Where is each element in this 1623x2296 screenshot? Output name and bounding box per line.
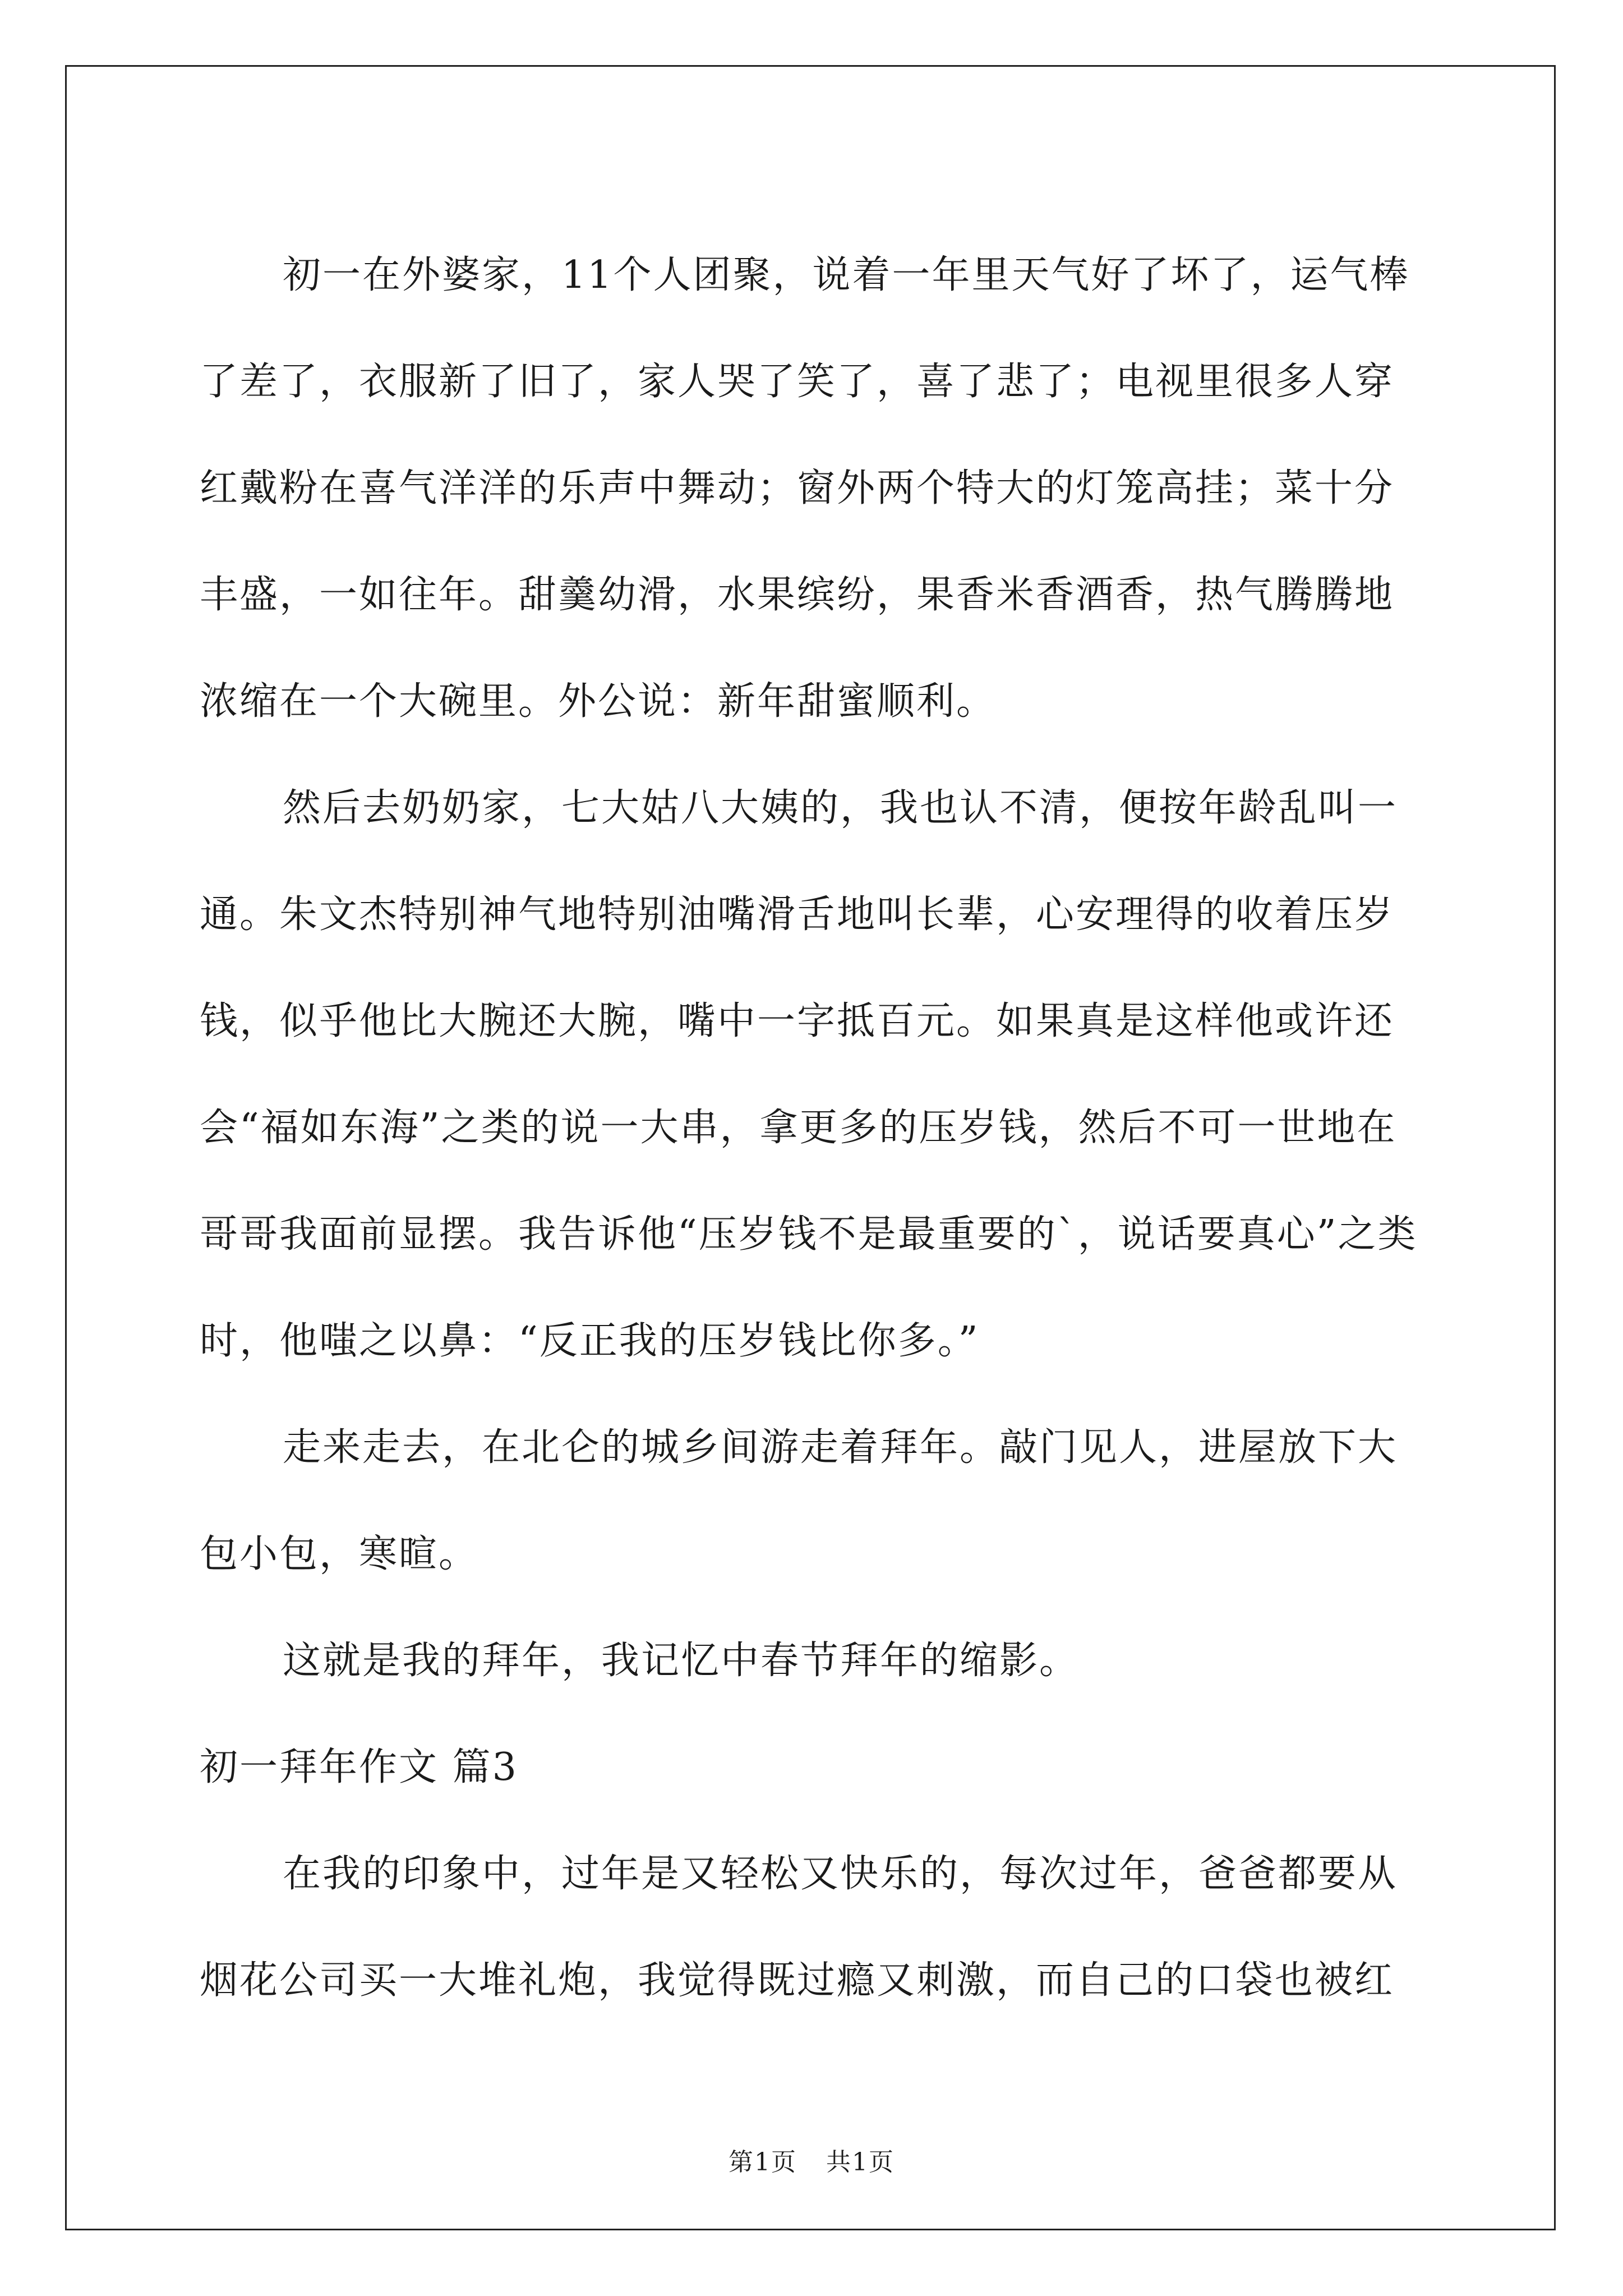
paragraph-2: 然后去奶奶家，七大姑八大姨的，我也认不清，便按年龄乱叫一通。朱文杰特别神气地特别油嘴滑舌地叫长辈，心安理得的收着压岁钱，似乎他比大腕还大腕，嘴中一字抵百元。如果真是这样他或许还会“福如东海”之类的说一大串，拿更多的压岁钱，然后不可一世地在哥哥我面前显摆。我告诉他“压岁钱不是最重要的`，说话要真心”之类时，他嗤之以鼻：“反正我的压岁钱比你多。” xyxy=(200,786,1418,1363)
section-heading: 初一拜年作文 篇3 xyxy=(200,1745,518,1789)
page-footer xyxy=(0,2142,1623,2178)
paragraph-5: 在我的印象中，过年是又轻松又快乐的，每次过年，爸爸都要从烟花公司买一大堆礼炮，我觉得既过瘾又刺激，而自己的口袋也被红 xyxy=(200,1852,1398,2003)
page-number: 第1页 xyxy=(728,2148,797,2177)
paragraph-3: 走来走去，在北仑的城乡间游走着拜年。敲门见人，进屋放下大包小包，寒暄。 xyxy=(200,1425,1398,1576)
page-total: 共1页 xyxy=(826,2148,895,2177)
document-body xyxy=(200,222,1428,2034)
paragraph-4: 这就是我的拜年，我记忆中春节拜年的缩影。 xyxy=(283,1639,1080,1683)
paragraph-1: 初一在外婆家，11个人团聚，说着一年里天气好了坏了，运气棒了差了，衣服新了旧了，家人哭了笑了，喜了悲了；电视里很多人穿红戴粉在喜气洋洋的乐声中舞动；窗外两个特大的灯笼高挂；菜十分丰盛，一如往年。甜羹幼滑，水果缤纷，果香米香酒香，热气腾腾地浓缩在一个大碗里。外公说：新年甜蜜顺利。 xyxy=(200,253,1410,724)
